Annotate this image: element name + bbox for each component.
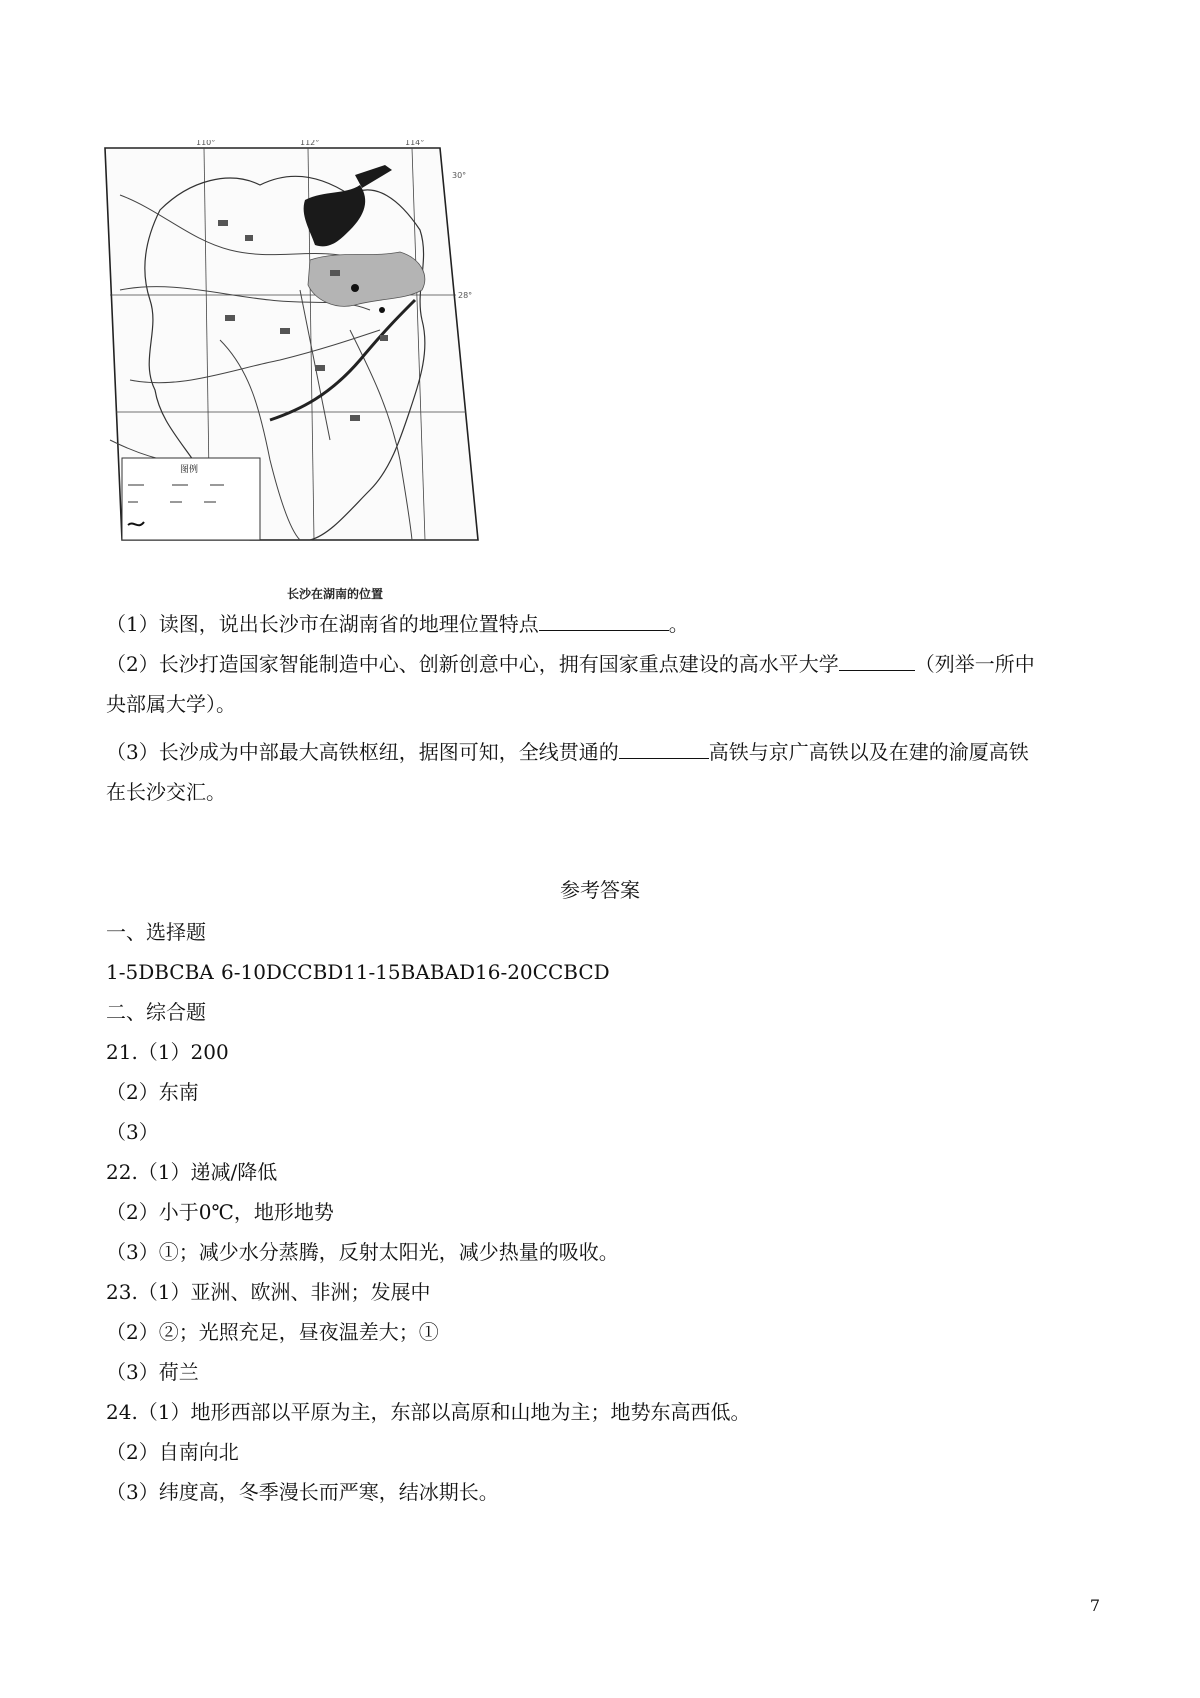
map-caption: 长沙在湖南的位置 xyxy=(286,587,383,601)
question-3 xyxy=(106,738,1029,766)
answer-line: （3）纬度高，冬季漫长而严寒，结冰期长。 xyxy=(106,1480,499,1504)
question-1 xyxy=(106,610,689,638)
answer-line: （3）荷兰 xyxy=(106,1360,199,1384)
svg-text:110°: 110° xyxy=(196,140,216,147)
question-3-suffix: 高铁与京广高铁以及在建的渝厦高铁 xyxy=(708,740,1029,764)
answer-line: （2）东南 xyxy=(106,1080,199,1104)
question-2-continued: 央部属大学）。 xyxy=(106,692,236,716)
question-2 xyxy=(106,650,1035,678)
choice-answer-1-5: 1-5DBCBA xyxy=(106,960,214,984)
page-number: 7 xyxy=(1089,1596,1100,1615)
answer-line: 22.（1）递减/降低 xyxy=(106,1160,278,1184)
answer-line: （3） xyxy=(106,1120,159,1144)
answer-blank-2[interactable] xyxy=(839,650,915,671)
choice-answers-row xyxy=(106,958,610,986)
answer-line: （2）自南向北 xyxy=(106,1440,239,1464)
choice-answer-16-20: 16-20CCBCD xyxy=(475,960,610,984)
answer-line: （3）①；减少水分蒸腾，反射太阳光，减少热量的吸收。 xyxy=(106,1240,619,1264)
answer-blank-1[interactable] xyxy=(539,610,669,631)
question-2-suffix: （列举一所中 xyxy=(914,652,1035,676)
answer-line: （2）小于0℃，地形地势 xyxy=(106,1200,334,1224)
choice-answer-6-10: 6-10DCCBD xyxy=(221,960,344,984)
hunan-map-figure xyxy=(100,140,500,590)
answer-line: 24.（1）地形西部以平原为主，东部以高原和山地为主；地势东高西低。 xyxy=(106,1400,751,1424)
svg-text:30°: 30° xyxy=(452,171,467,180)
question-2-text: （2）长沙打造国家智能制造中心、创新创意中心，拥有国家重点建设的高水平大学 xyxy=(106,652,839,676)
question-1-text: （1）读图，说出长沙市在湖南省的地理位置特点 xyxy=(106,612,539,636)
answers-title: 参考答案 xyxy=(560,878,640,902)
choice-answer-11-15: 11-15BABAD xyxy=(343,960,475,984)
answer-line: （2）②；光照充足，昼夜温差大；① xyxy=(106,1320,439,1344)
answer-blank-3[interactable] xyxy=(619,738,709,759)
section-comprehensive-heading: 二、综合题 xyxy=(106,1000,206,1024)
answer-line: 23.（1）亚洲、欧洲、非洲；发展中 xyxy=(106,1280,431,1304)
question-3-text: （3）长沙成为中部最大高铁枢纽，据图可知，全线贯通的 xyxy=(106,740,619,764)
svg-text:114°: 114° xyxy=(405,140,425,147)
map-legend-title: 图例 xyxy=(180,465,199,475)
section-choice-heading: 一、选择题 xyxy=(106,920,206,944)
hunan-map xyxy=(100,140,500,590)
svg-text:28°: 28° xyxy=(458,291,473,300)
svg-text:112°: 112° xyxy=(300,140,320,147)
question-1-suffix: 。 xyxy=(668,612,689,636)
answer-line: 21.（1）200 xyxy=(106,1040,229,1064)
question-3-continued: 在长沙交汇。 xyxy=(106,780,226,804)
